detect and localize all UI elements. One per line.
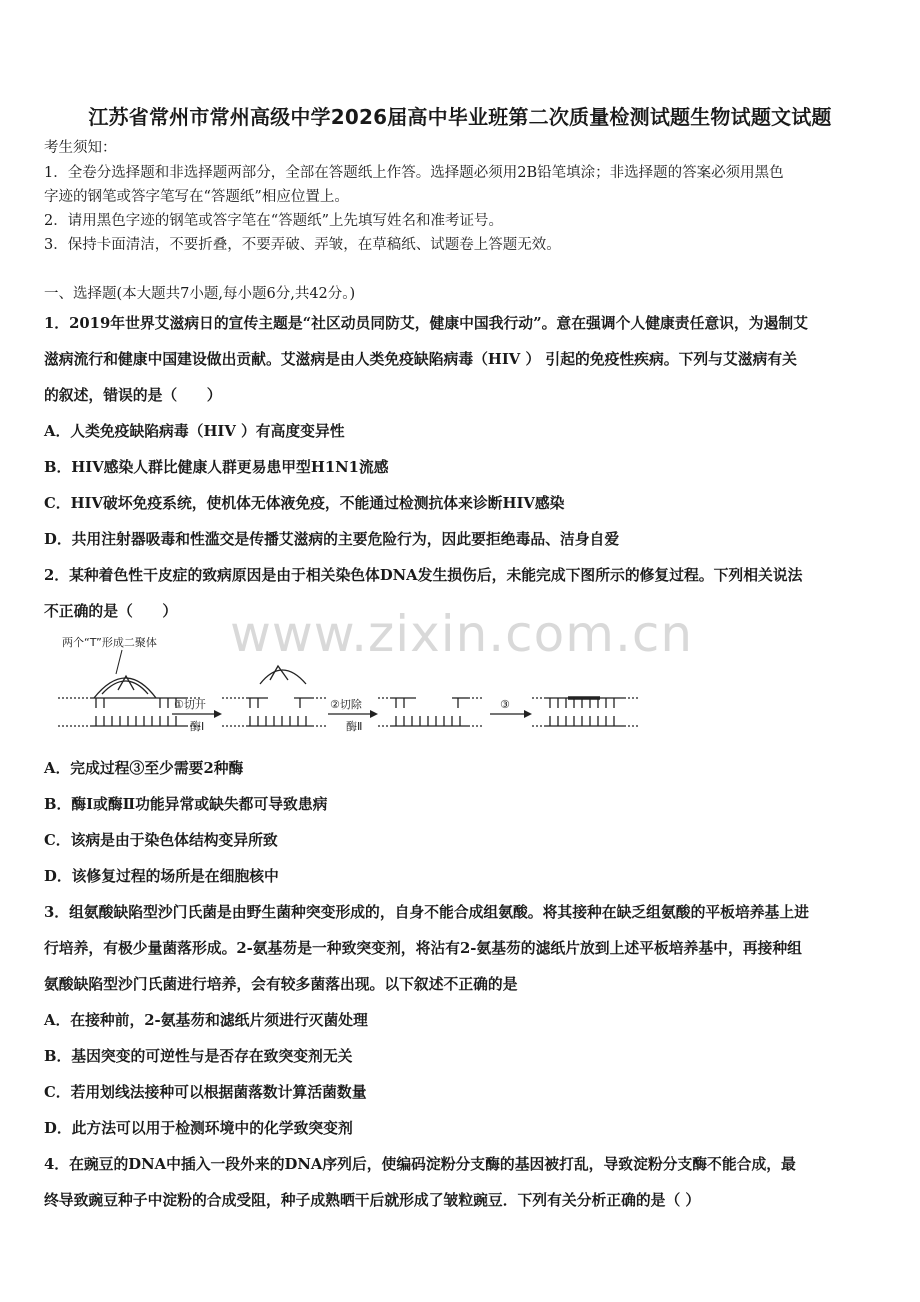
question-3-stem: 行培养，有极少量菌落形成。2-氨基芴是一种致突变剂，将沾有2-氨基芴的滤纸片放到上述平板培养基中，再接种组 xyxy=(44,940,802,957)
question-3-stem: 氨酸缺陷型沙门氏菌进行培养，会有较多菌落出现。以下叙述不正确的是 xyxy=(44,976,518,993)
question-2-stem: 2．某种着色性干皮症的致病原因是由于相关染色体DNA发生损伤后，未能完成下图所示的修复过程。下列相关说法 xyxy=(44,567,803,584)
option-1c: C．HIV破坏免疫系统，使机体无体液免疫，不能通过检测抗体来诊断HIV感染 xyxy=(44,495,565,512)
option-1b: B．HIV感染人群比健康人群更易患甲型H1N1流感 xyxy=(44,459,389,476)
step-1-label: ①切开 xyxy=(174,698,206,711)
question-1-stem: 1．2019年世界艾滋病日的宣传主题是“社区动员同防艾，健康中国我行动”。意在强调个人健康责任意识，为遏制艾 xyxy=(44,315,808,332)
notice-line: 1．全卷分选择题和非选择题两部分，全部在答题纸上作答。选择题必须用2B铅笔填涂；非选择题的答案必须用黑色 xyxy=(44,165,784,181)
arrow-step-1 xyxy=(172,697,222,733)
option-3a: A．在接种前，2-氨基芴和滤纸片须进行灭菌处理 xyxy=(44,1012,368,1029)
option-2d: D．该修复过程的场所是在细胞核中 xyxy=(44,868,279,885)
pointer-line xyxy=(116,650,122,674)
stage-4 xyxy=(532,698,638,726)
question-2-stem: 不正确的是（ ） xyxy=(44,603,178,620)
step-2-label: ②切除 xyxy=(330,698,362,711)
option-3d: D．此方法可以用于检测环境中的化学致突变剂 xyxy=(44,1120,353,1137)
question-4-stem: 终导致豌豆种子中淀粉的合成受阻，种子成熟晒干后就形成了皱粒豌豆．下列有关分析正确的是（ ） xyxy=(44,1192,701,1209)
arrow-step-2 xyxy=(328,697,378,733)
option-2c: C．该病是由于染色体结构变异所致 xyxy=(44,832,278,849)
option-1d: D．共用注射器吸毒和性滥交是传播艾滋病的主要危险行为，因此要拒绝毒品、洁身自爱 xyxy=(44,531,620,548)
option-3c: C．若用划线法接种可以根据菌落数计算活菌数量 xyxy=(44,1084,367,1101)
notice-line: 3．保持卡面清洁，不要折叠，不要弄破、弄皱，在草稿纸、试题卷上答题无效。 xyxy=(44,237,561,253)
step-3-label: ③ xyxy=(500,698,510,711)
option-1a: A．人类免疫缺陷病毒（HIV ）有高度变异性 xyxy=(44,423,345,440)
enzyme-1-label: 酶Ⅰ xyxy=(190,720,205,733)
notice-line: 字迹的钢笔或答字笔写在“答题纸”相应位置上。 xyxy=(44,189,349,205)
page-title: 江苏省常州市常州高级中学2026届高中毕业班第二次质量检测试题生物试题文试题 xyxy=(88,105,832,129)
question-3-stem: 3．组氨酸缺陷型沙门氏菌是由野生菌种突变形成的，自身不能合成组氨酸。将其接种在缺乏组氨酸的平板培养基上进 xyxy=(44,904,809,921)
stage-2 xyxy=(222,666,326,726)
diagram-label-dimer: 两个“T”形成二聚体 xyxy=(62,636,157,649)
section-heading: 一、选择题(本大题共7小题,每小题6分,共42分。) xyxy=(44,286,356,302)
stage-3 xyxy=(378,698,482,726)
option-3b: B．基因突变的可逆性与是否存在致突变剂无关 xyxy=(44,1048,353,1065)
question-1-stem: 滋病流行和健康中国建设做出贡献。艾滋病是由人类免疫缺陷病毒（HIV ） 引起的免疫性疾病。下列与艾滋病有关 xyxy=(44,351,797,368)
option-2a: A．完成过程③至少需要2种酶 xyxy=(44,760,244,777)
watermark: www.zixin.com.cn xyxy=(230,605,694,663)
option-2b: B．酶Ⅰ或酶Ⅱ功能异常或缺失都可导致患病 xyxy=(44,796,328,813)
question-4-stem: 4．在豌豆的DNA中插入一段外来的DNA序列后，使编码淀粉分支酶的基因被打乱，导致淀粉分支酶不能合成，最 xyxy=(44,1156,796,1173)
arrow-step-3 xyxy=(490,698,532,718)
enzyme-2-label: 酶Ⅱ xyxy=(346,720,363,733)
notice-heading: 考生须知： xyxy=(44,140,117,156)
dna-repair-diagram xyxy=(44,628,644,738)
question-1-stem: 的叙述，错误的是（ ） xyxy=(44,387,222,404)
notice-line: 2．请用黑色字迹的钢笔或答字笔在“答题纸”上先填写姓名和准考证号。 xyxy=(44,213,504,229)
